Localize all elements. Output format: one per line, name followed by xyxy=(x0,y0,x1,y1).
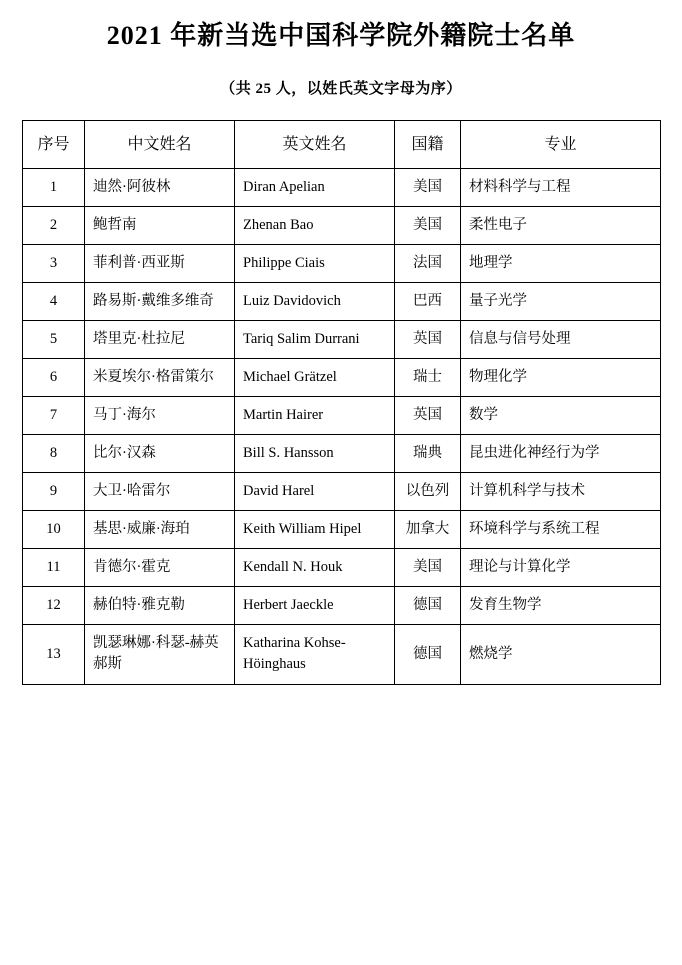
cell-major: 柔性电子 xyxy=(461,207,661,245)
column-header-index: 序号 xyxy=(23,121,85,169)
table-row xyxy=(23,435,661,473)
cell-major: 数学 xyxy=(461,397,661,435)
cell-en-name: Keith William Hipel xyxy=(235,511,395,549)
cell-nationality: 美国 xyxy=(395,549,461,587)
cell-cn-name: 塔里克·杜拉尼 xyxy=(85,321,235,359)
cell-nationality: 瑞典 xyxy=(395,435,461,473)
table-header-row xyxy=(23,121,661,169)
cell-en-name: Tariq Salim Durrani xyxy=(235,321,395,359)
table-row xyxy=(23,511,661,549)
cell-en-name: Philippe Ciais xyxy=(235,245,395,283)
cell-nationality: 法国 xyxy=(395,245,461,283)
table-row xyxy=(23,283,661,321)
cell-index: 8 xyxy=(23,435,85,473)
cell-nationality: 以色列 xyxy=(395,473,461,511)
cell-nationality: 德国 xyxy=(395,587,461,625)
table-body xyxy=(23,169,661,684)
cell-major: 理论与计算化学 xyxy=(461,549,661,587)
table-row xyxy=(23,359,661,397)
cell-cn-name: 基思·威廉·海珀 xyxy=(85,511,235,549)
column-header-major: 专业 xyxy=(461,121,661,169)
cell-cn-name: 大卫·哈雷尔 xyxy=(85,473,235,511)
cell-cn-name: 肯德尔·霍克 xyxy=(85,549,235,587)
table-row xyxy=(23,397,661,435)
cell-index: 4 xyxy=(23,283,85,321)
cell-en-name: Luiz Davidovich xyxy=(235,283,395,321)
cell-en-name: Herbert Jaeckle xyxy=(235,587,395,625)
cell-index: 10 xyxy=(23,511,85,549)
cell-index: 1 xyxy=(23,169,85,207)
column-header-cn-name: 中文姓名 xyxy=(85,121,235,169)
cell-cn-name: 凯瑟琳娜·科瑟-赫英郝斯 xyxy=(85,625,235,684)
cell-major: 信息与信号处理 xyxy=(461,321,661,359)
cell-cn-name: 马丁·海尔 xyxy=(85,397,235,435)
cell-nationality: 德国 xyxy=(395,625,461,684)
cell-index: 2 xyxy=(23,207,85,245)
cell-en-name: Kendall N. Houk xyxy=(235,549,395,587)
table-row xyxy=(23,169,661,207)
cell-major: 地理学 xyxy=(461,245,661,283)
cell-nationality: 巴西 xyxy=(395,283,461,321)
table-row xyxy=(23,549,661,587)
cell-index: 11 xyxy=(23,549,85,587)
cell-nationality: 加拿大 xyxy=(395,511,461,549)
cell-cn-name: 米夏埃尔·格雷策尔 xyxy=(85,359,235,397)
cell-cn-name: 鲍哲南 xyxy=(85,207,235,245)
table-row xyxy=(23,321,661,359)
cell-nationality: 英国 xyxy=(395,397,461,435)
page-title: 2021 年新当选中国科学院外籍院士名单 xyxy=(106,21,576,50)
table-row xyxy=(23,587,661,625)
cell-major: 量子光学 xyxy=(461,283,661,321)
cell-index: 5 xyxy=(23,321,85,359)
cell-major: 物理化学 xyxy=(461,359,661,397)
cell-cn-name: 迪然·阿彼林 xyxy=(85,169,235,207)
cell-nationality: 美国 xyxy=(395,169,461,207)
cell-index: 7 xyxy=(23,397,85,435)
cell-major: 计算机科学与技术 xyxy=(461,473,661,511)
cell-index: 9 xyxy=(23,473,85,511)
table-header xyxy=(23,121,661,169)
cell-en-name: David Harel xyxy=(235,473,395,511)
cell-major: 环境科学与系统工程 xyxy=(461,511,661,549)
cell-nationality: 瑞士 xyxy=(395,359,461,397)
cell-cn-name: 赫伯特·雅克勒 xyxy=(85,587,235,625)
cell-en-name: Katharina Kohse-Höinghaus xyxy=(235,625,395,684)
cell-en-name: Zhenan Bao xyxy=(235,207,395,245)
cell-cn-name: 比尔·汉森 xyxy=(85,435,235,473)
table-row xyxy=(23,473,661,511)
page-subtitle: （共 25 人，以姓氏英文字母为序） xyxy=(220,81,462,98)
cell-en-name: Bill S. Hansson xyxy=(235,435,395,473)
cell-index: 6 xyxy=(23,359,85,397)
table-row xyxy=(23,625,661,684)
cell-en-name: Diran Apelian xyxy=(235,169,395,207)
table-row xyxy=(23,207,661,245)
cell-cn-name: 菲利普·西亚斯 xyxy=(85,245,235,283)
cell-major: 燃烧学 xyxy=(461,625,661,684)
cell-index: 12 xyxy=(23,587,85,625)
cell-cn-name: 路易斯·戴维多维奇 xyxy=(85,283,235,321)
column-header-nationality: 国籍 xyxy=(395,121,461,169)
roster-table xyxy=(22,120,661,684)
cell-nationality: 美国 xyxy=(395,207,461,245)
cell-index: 3 xyxy=(23,245,85,283)
cell-index: 13 xyxy=(23,625,85,684)
document-page xyxy=(0,18,682,685)
cell-en-name: Martin Hairer xyxy=(235,397,395,435)
cell-en-name: Michael Grätzel xyxy=(235,359,395,397)
table-row xyxy=(23,245,661,283)
cell-major: 昆虫进化神经行为学 xyxy=(461,435,661,473)
column-header-en-name: 英文姓名 xyxy=(235,121,395,169)
cell-major: 材料科学与工程 xyxy=(461,169,661,207)
cell-nationality: 英国 xyxy=(395,321,461,359)
cell-major: 发育生物学 xyxy=(461,587,661,625)
